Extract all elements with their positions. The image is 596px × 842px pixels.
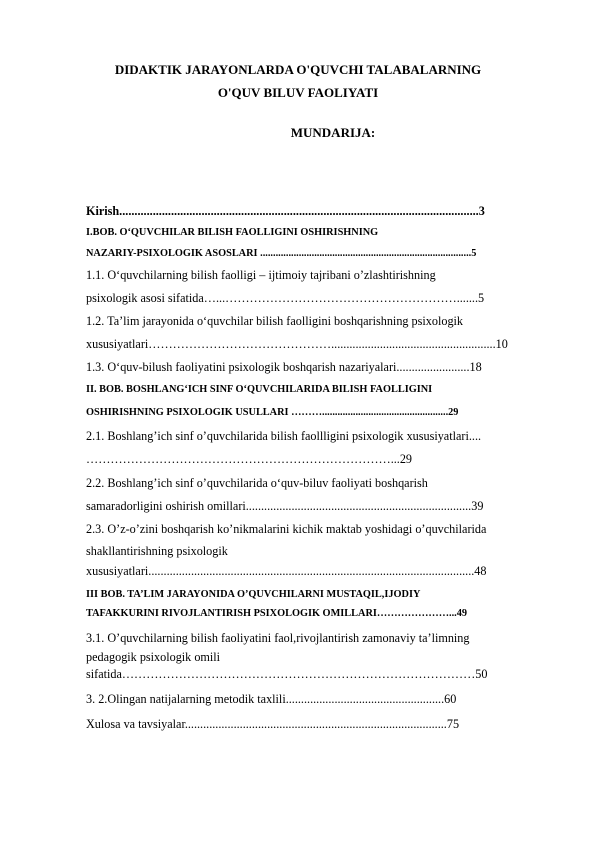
toc-section-1-2-b[interactable]: xususiyatlari………………………………………......................................................10	[86, 337, 508, 351]
toc-section-1-3[interactable]: 1.3. O‘quv-bilush faoliyatini psixologik boshqarish nazariyalari........................18	[86, 360, 482, 374]
toc-entry-intro[interactable]: Kirish......................................................................................................................3	[86, 204, 485, 218]
toc-section-2-1-b[interactable]: …………………………………………………………………...29	[86, 452, 413, 466]
toc-section-1-2-a[interactable]: 1.2. Ta’lim jarayonida o‘quvchilar bilish faolligini boshqarishning psixologik	[86, 314, 464, 328]
toc-chapter-3-title-b[interactable]: TAFAKKURINI RIVOJLANTIRISH PSIXOLOGIK OMILLARI…………………...49	[86, 608, 468, 619]
toc-section-2-1-a[interactable]: 2.1. Boshlang’ich sinf o’quvchilarida bilish faollligini psixologik xususiyatlari....	[86, 429, 482, 443]
toc-section-2-3-a[interactable]: 2.3. O’z-o’zini boshqarish ko’nikmalarini kichik maktab yoshidagi o’quvchilarida	[86, 522, 487, 536]
toc-section-1-1-b[interactable]: psixologik asosi sifatida…...………………………………………………….......5	[86, 291, 485, 305]
toc-chapter-2-title-b[interactable]: OSHIRISHNING PSIXOLOGIK USULLARI ……….................................................29	[86, 407, 459, 418]
toc-section-1-1-a[interactable]: 1.1. O‘quvchilarning bilish faolligi – ijtimoiy tajribani o’zlashtirishning	[86, 268, 436, 282]
toc-section-3-1-a[interactable]: 3.1. O’quvchilarning bilish faoliyatini faol,rivojlantirish zamonaviy ta’limning	[86, 631, 470, 645]
document-title-line-1: DIDAKTIK JARAYONLARDA O'QUVCHI TALABALARNING	[114, 62, 482, 77]
toc-section-2-3-b[interactable]: shakllantirishning psixologik	[86, 544, 228, 558]
toc-section-2-2-a[interactable]: 2.2. Boshlang’ich sinf o’quvchilarida o‘quv-biluv faoliyati boshqarish	[86, 476, 428, 490]
toc-chapter-3-title-a[interactable]: III BOB. TA’LIM JARAYONIDA O’QUVCHILARNI MUSTAQIL,IJODIY	[86, 589, 421, 600]
toc-section-3-1-b[interactable]: pedagogik psixologik omili	[86, 650, 221, 664]
toc-section-3-2[interactable]: 3. 2.Olingan natijalarning metodik taxlili....................................................60	[86, 692, 457, 706]
toc-chapter-2-title-a[interactable]: II. BOB. BOSHLANG‘ICH SINF O‘QUVCHILARIDA BILISH FAOLLIGINI	[86, 384, 433, 395]
toc-chapter-1-title-b[interactable]: NAZARIY-PSIXOLOGIK ASOSLARI ..................................................................................5	[86, 248, 477, 259]
toc-chapter-1-title-a[interactable]: I.BOB. O‘QUVCHILAR BILISH FAOLLIGINI OSHIRISHNING	[86, 227, 379, 238]
toc-section-2-3-c[interactable]: xususiyatlari...........................................................................................................48	[86, 564, 487, 578]
toc-section-2-2-b[interactable]: samaradorligini oshirish omillari..........................................................................39	[86, 499, 484, 513]
toc-section-3-1-c[interactable]: sifatida……………………………………………………………………………50	[86, 667, 488, 681]
toc-conclusion[interactable]: Xulosa va tavsiyalar......................................................................................75	[86, 717, 460, 731]
document-title-line-2: O'QUV BILUV FAOLIYATI	[217, 85, 379, 100]
contents-heading: MUNDARIJA:	[290, 125, 376, 140]
